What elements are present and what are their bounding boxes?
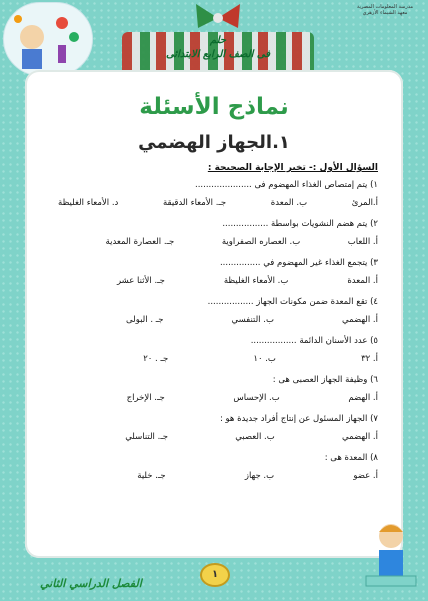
options-2 — [58, 237, 378, 248]
options-1 — [58, 198, 378, 209]
question-7: ٧) الجهاز المسئول عن إنتاج أفراد جديدة هو : — [219, 414, 378, 424]
option: ب. التنفسي — [231, 315, 274, 325]
page-number: ١ — [200, 563, 230, 587]
options-5 — [58, 354, 378, 365]
questions-section — [58, 163, 378, 492]
question-8: ٨) المعدة هى : — [324, 453, 378, 463]
page-title: نماذج الأسئلة — [139, 94, 289, 120]
ribbon-line1: حلم — [209, 35, 227, 46]
title-ribbon — [122, 2, 314, 62]
option: ب. جهاز — [244, 471, 275, 481]
option: جـ. العصارة المعدية — [105, 237, 175, 247]
option: ب. الأمعاء الغليظة — [223, 276, 289, 286]
options-8 — [58, 471, 378, 482]
option: ب. العصبي — [235, 432, 275, 442]
options-3 — [58, 276, 378, 287]
options-4 — [58, 315, 378, 326]
option: جـ. التناسلي — [125, 432, 169, 442]
option: ب. المعدة — [270, 198, 308, 208]
option: أ.المرئ — [351, 198, 378, 208]
option: جـ. الأثنا عشر — [116, 276, 165, 286]
option: أ. المعدة — [347, 276, 378, 286]
question-6: ٦) وظيفة الجهاز العصبى هى : — [272, 375, 378, 385]
question-5: ٥) عدد الأسنان الدائمة ................. — [250, 336, 378, 346]
option: جـ . ٢٠ — [143, 354, 169, 364]
option: أ. اللعاب — [347, 237, 378, 247]
option: جـ. خلية — [137, 471, 166, 481]
option: جـ. الأمعاء الدقيقة — [162, 198, 227, 208]
option: ب. العصاره الصفراوية — [221, 237, 301, 247]
question-4: ٤) تقع المعدة ضمن مكونات الجهاز ................. — [207, 297, 378, 307]
option: أ. الهضم — [348, 393, 378, 403]
option: جـ. الإخراج — [126, 393, 165, 403]
school-logo-line1: مدرسة المعلومات المصرية — [356, 4, 414, 10]
question-2: ٢) يتم هضم النشويات بواسطة ................. — [222, 219, 378, 229]
science-clipart-logo — [3, 2, 93, 76]
question-1: ١) يتم إمتصاص الغذاء المهضوم فى ..................... — [195, 180, 378, 190]
option: أ. الهضمي — [341, 432, 378, 442]
school-logo — [347, 4, 423, 28]
option: ب. ١٠ — [253, 354, 276, 364]
ribbon-line2: فى الصف الرابع الابتدائى — [165, 49, 271, 60]
footer-term-label: الفصل الدراسي الثاني — [40, 577, 142, 590]
question-3: ٣) يتجمع الغذاء غير المهضوم في ............... — [219, 258, 378, 268]
bow-icon — [192, 2, 244, 32]
options-7 — [58, 432, 378, 443]
student-clipart-icon — [362, 518, 420, 594]
options-6 — [58, 393, 378, 404]
section-heading: السؤال الأول :- تخير الإجابة الصحيحة : — [207, 163, 378, 173]
option: ب. الإحساس — [233, 393, 280, 403]
unit-title: ١.الجهاز الهضمي — [138, 132, 290, 153]
school-logo-line2: معهد الشيماء الأزهري — [362, 10, 408, 16]
option: أ. عضو — [353, 471, 378, 481]
option: جـ . البولى — [126, 315, 164, 325]
option: د. الأمعاء الغليظة — [58, 198, 119, 208]
option: أ. ٣٢ — [361, 354, 378, 364]
option: أ. الهضمي — [341, 315, 378, 325]
